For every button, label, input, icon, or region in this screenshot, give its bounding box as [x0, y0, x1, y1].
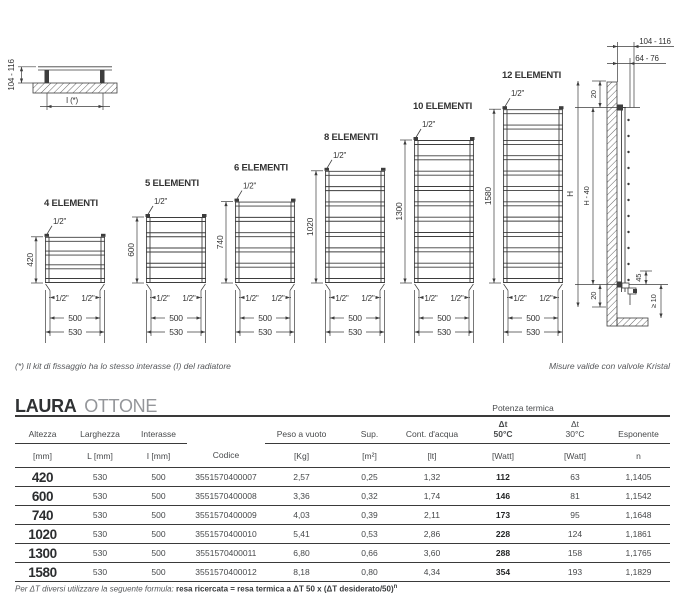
- svg-text:530: 530: [437, 327, 451, 337]
- svg-text:12 ELEMENTI: 12 ELEMENTI: [502, 70, 562, 82]
- cell-codice: 3551570400010: [187, 525, 265, 544]
- svg-text:≥ 10: ≥ 10: [649, 294, 658, 309]
- svg-text:500: 500: [258, 313, 272, 323]
- cell-cont-acqua: 1,74: [401, 487, 463, 506]
- cell-dt-30: 158: [543, 544, 607, 563]
- group-dt-50: Δt 50°C: [463, 416, 543, 444]
- formula-exponent: n: [393, 584, 398, 590]
- cell-larghezza: 530: [70, 525, 130, 544]
- cell-dt-50: 173: [463, 506, 543, 525]
- svg-text:1020: 1020: [305, 217, 315, 236]
- svg-text:740: 740: [215, 235, 225, 250]
- cell-dt-30: 63: [543, 468, 607, 487]
- cell-interasse: 500: [130, 506, 187, 525]
- unit-codice: Codice: [187, 444, 265, 468]
- cell-esponente: 1,1542: [607, 487, 670, 506]
- product-finish: OTTONE: [84, 396, 158, 416]
- notes-row: [15, 361, 670, 371]
- cell-codice: 3551570400007: [187, 468, 265, 487]
- cell-altezza: 1580: [15, 563, 70, 582]
- group-codice: [187, 416, 265, 444]
- cell-esponente: 1,1829: [607, 563, 670, 582]
- svg-text:530: 530: [68, 327, 82, 337]
- table-row: [15, 468, 670, 487]
- cell-larghezza: 530: [70, 468, 130, 487]
- cell-sup: 0,25: [338, 468, 401, 487]
- svg-text:45: 45: [634, 273, 643, 282]
- unit-altezza: [mm]: [15, 444, 70, 468]
- cell-larghezza: 530: [70, 506, 130, 525]
- svg-text:H: H: [566, 191, 575, 197]
- cell-altezza: 1300: [15, 544, 70, 563]
- group-sup: Sup.: [338, 416, 401, 444]
- cell-cont-acqua: 2,11: [401, 506, 463, 525]
- table-row: [15, 487, 670, 506]
- cell-sup: 0,80: [338, 563, 401, 582]
- svg-text:1/2": 1/2": [513, 294, 527, 303]
- cell-altezza: 600: [15, 487, 70, 506]
- cell-interasse: 500: [130, 544, 187, 563]
- group-interasse: Interasse: [130, 416, 187, 444]
- svg-text:1/2": 1/2": [335, 294, 349, 303]
- unit-dt-50: [Watt]: [463, 444, 543, 468]
- cell-dt-30: 124: [543, 525, 607, 544]
- svg-text:1/2": 1/2": [81, 294, 95, 303]
- power-group-label: Potenza termica: [492, 403, 554, 413]
- svg-text:8 ELEMENTI: 8 ELEMENTI: [324, 131, 378, 143]
- svg-text:500: 500: [348, 313, 362, 323]
- spec-table: [15, 415, 670, 582]
- cell-larghezza: 530: [70, 487, 130, 506]
- svg-text:20: 20: [589, 291, 598, 300]
- svg-text:500: 500: [526, 313, 540, 323]
- unit-dt-30: [Watt]: [543, 444, 607, 468]
- cell-codice: 3551570400009: [187, 506, 265, 525]
- svg-text:I (*): I (*): [66, 96, 78, 105]
- cell-dt-30: 81: [543, 487, 607, 506]
- product-title: [15, 396, 157, 417]
- cell-larghezza: 530: [70, 544, 130, 563]
- cell-codice: 3551570400012: [187, 563, 265, 582]
- cell-dt-50: 228: [463, 525, 543, 544]
- svg-text:530: 530: [348, 327, 362, 337]
- product-name: LAURA: [15, 396, 77, 416]
- svg-text:1/2": 1/2": [243, 181, 257, 191]
- svg-text:530: 530: [258, 327, 272, 337]
- svg-text:1/2": 1/2": [55, 294, 69, 303]
- cell-cont-acqua: 1,32: [401, 468, 463, 487]
- svg-text:10 ELEMENTI: 10 ELEMENTI: [413, 101, 473, 112]
- formula-prefix: Per ΔT diversi utilizzare la seguente formula:: [15, 584, 176, 594]
- cell-dt-50: 354: [463, 563, 543, 582]
- svg-text:1/2": 1/2": [511, 89, 525, 99]
- cell-sup: 0,39: [338, 506, 401, 525]
- svg-text:530: 530: [169, 327, 183, 337]
- footer-formula: [15, 584, 397, 594]
- note-fixing-kit: (*) Il kit di fissaggio ha lo stesso interasse (I) del radiatore: [15, 361, 231, 371]
- cell-peso-a-vuoto: 4,03: [265, 506, 338, 525]
- cell-dt-30: 95: [543, 506, 607, 525]
- header-group-row: [15, 416, 670, 444]
- svg-text:1/2": 1/2": [450, 294, 464, 303]
- cell-peso-a-vuoto: 2,57: [265, 468, 338, 487]
- radiator-6-elementi: [215, 163, 296, 343]
- table-row: [15, 525, 670, 544]
- cell-peso-a-vuoto: 6,80: [265, 544, 338, 563]
- svg-text:5 ELEMENTI: 5 ELEMENTI: [145, 178, 199, 189]
- unit-interasse: I [mm]: [130, 444, 187, 468]
- svg-text:1/2": 1/2": [539, 294, 553, 303]
- group-esponente: Esponente: [607, 416, 670, 444]
- radiator-4-elementi: [25, 198, 106, 343]
- header-units-row: [15, 444, 670, 468]
- unit-larghezza: L [mm]: [70, 444, 130, 468]
- svg-text:1/2": 1/2": [422, 120, 436, 129]
- cell-altezza: 740: [15, 506, 70, 525]
- svg-text:1/2": 1/2": [424, 294, 438, 303]
- cell-codice: 3551570400008: [187, 487, 265, 506]
- svg-text:20: 20: [589, 90, 598, 99]
- svg-text:500: 500: [437, 313, 451, 323]
- cell-esponente: 1,1861: [607, 525, 670, 544]
- svg-text:1/2": 1/2": [361, 294, 375, 303]
- unit-esponente: n: [607, 444, 670, 468]
- group-larghezza: Larghezza: [70, 416, 130, 444]
- cell-interasse: 500: [130, 563, 187, 582]
- svg-text:1300: 1300: [394, 202, 404, 221]
- svg-text:104 - 116: 104 - 116: [639, 37, 671, 46]
- cell-peso-a-vuoto: 5,41: [265, 525, 338, 544]
- cell-dt-50: 288: [463, 544, 543, 563]
- svg-text:H - 40: H - 40: [582, 186, 591, 206]
- group-peso-a-vuoto: Peso a vuoto: [265, 416, 338, 444]
- cell-sup: 0,32: [338, 487, 401, 506]
- table-row: [15, 506, 670, 525]
- svg-text:4 ELEMENTI: 4 ELEMENTI: [44, 197, 98, 209]
- cell-codice: 3551570400011: [187, 544, 265, 563]
- cell-esponente: 1,1648: [607, 506, 670, 525]
- cell-sup: 0,53: [338, 525, 401, 544]
- svg-text:1/2": 1/2": [271, 294, 285, 303]
- table-body: [15, 468, 670, 582]
- svg-text:1580: 1580: [483, 187, 493, 206]
- svg-text:500: 500: [169, 313, 183, 323]
- cell-altezza: 1020: [15, 525, 70, 544]
- cell-interasse: 500: [130, 525, 187, 544]
- radiator-5-elementi: [126, 178, 207, 343]
- cell-dt-30: 193: [543, 563, 607, 582]
- svg-text:1/2": 1/2": [333, 150, 347, 160]
- note-valves: Misure valide con valvole Kristal: [549, 361, 670, 371]
- unit-sup: [m²]: [338, 444, 401, 468]
- svg-text:530: 530: [526, 327, 540, 337]
- table-header: [15, 416, 670, 468]
- svg-text:1/2": 1/2": [53, 216, 67, 226]
- svg-text:1/2": 1/2": [245, 294, 259, 303]
- cell-dt-50: 146: [463, 487, 543, 506]
- svg-text:1/2": 1/2": [182, 294, 196, 303]
- cell-cont-acqua: 4,34: [401, 563, 463, 582]
- side-view: [566, 37, 674, 326]
- cell-interasse: 500: [130, 468, 187, 487]
- formula-text: resa ricercata = resa termica a ΔT 50 x (ΔT desiderato/50): [176, 584, 394, 594]
- cell-peso-a-vuoto: 8,18: [265, 563, 338, 582]
- cell-interasse: 500: [130, 487, 187, 506]
- group-altezza: Altezza: [15, 416, 70, 444]
- svg-text:6 ELEMENTI: 6 ELEMENTI: [234, 162, 288, 174]
- cell-sup: 0,66: [338, 544, 401, 563]
- table-row: [15, 563, 670, 582]
- svg-text:1/2": 1/2": [156, 294, 170, 303]
- cell-peso-a-vuoto: 3,36: [265, 487, 338, 506]
- radiator-8-elementi: [305, 132, 386, 343]
- plan-detail: [7, 58, 117, 110]
- group-cont-acqua: Cont. d'acqua: [401, 416, 463, 444]
- group-dt-30: Δt 30°C: [543, 416, 607, 444]
- cell-larghezza: 530: [70, 563, 130, 582]
- svg-text:600: 600: [126, 243, 136, 257]
- cell-esponente: 1,1765: [607, 544, 670, 563]
- cell-cont-acqua: 3,60: [401, 544, 463, 563]
- cell-esponente: 1,1405: [607, 468, 670, 487]
- svg-text:104 - 116: 104 - 116: [7, 59, 16, 91]
- svg-text:1/2": 1/2": [154, 197, 168, 206]
- unit-peso-a-vuoto: [Kg]: [265, 444, 338, 468]
- radiator-12-elementi: [483, 70, 564, 343]
- table-row: [15, 544, 670, 563]
- svg-text:64 - 76: 64 - 76: [635, 54, 659, 63]
- svg-text:420: 420: [25, 253, 35, 267]
- cell-cont-acqua: 2,86: [401, 525, 463, 544]
- unit-cont-acqua: [lt]: [401, 444, 463, 468]
- cell-dt-50: 112: [463, 468, 543, 487]
- svg-text:500: 500: [68, 313, 82, 323]
- cell-altezza: 420: [15, 468, 70, 487]
- radiator-10-elementi: [394, 101, 475, 343]
